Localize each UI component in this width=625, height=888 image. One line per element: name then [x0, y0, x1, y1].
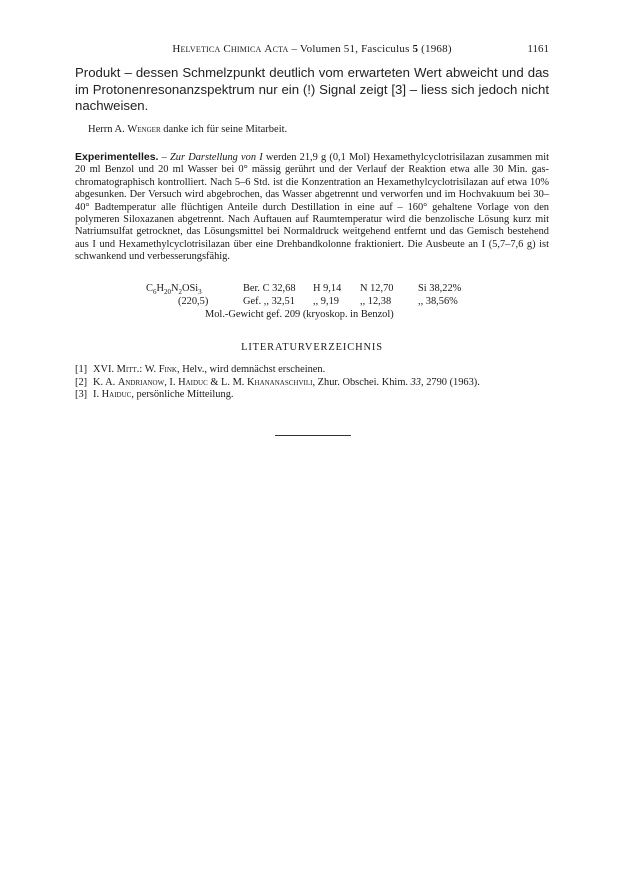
page-number: 1161 [527, 43, 549, 55]
ref-text: XVI. [93, 364, 117, 375]
ref-text: I. [93, 389, 102, 401]
formula-sub-n: 2 [178, 288, 182, 297]
formula-c: C [146, 283, 153, 294]
ref-author: Fink [158, 364, 177, 375]
experimental-text: werden 21,9 g (0,1 Mol) Hexamethylcyclotrisilazan zusammen mit 20 ml Benzol und 20 ml Wasser bei 0° mässig gerührt und der Verlauf der Reaktion etwa alle 30 Min. gas-chromatographisch kontrolliert. Nach 5–6 Std. ist die Konzentration an Hexamethylcyclotrisilazan auf etwa 10% abgesunken. Der Versuch wird abgebrochen, das Wasser abgetrennt und verworfen und im Hochvakuum bei 30–40° Badtemperatur alle flüchtigen Anteile durch Destillation in eine auf – 160° gehaltene Vorlage von den polymeren Siloxazanen abgetrennt. Nach Auftauen auf Raumtemperatur wird die benzolische Lösung kurz mit Natriumsulfat getrocknet, das Lösungsmittel bei Normaldruck weitgehend entfernt und das Gemisch bestehend aus I und Hexamethylcyclotrisilazan über eine Drehbandkolonne fraktioniert. Die Ausbeute an I (5,7–7,6 g) ist schwankend und verbesserungsfähig. [75, 152, 549, 263]
reference-number: [1] [75, 364, 88, 375]
reference-item [75, 364, 549, 377]
ref-text: , Zhur. Obschei. Khim. [312, 376, 411, 388]
journal-citation [75, 43, 549, 55]
reference-item [75, 389, 549, 402]
ref-text-sc: Mitt. [116, 364, 140, 375]
journal-name-3: Acta [264, 43, 289, 55]
molecular-weight: Mol.-Gewicht gef. 209 (kryoskop. in Benzol) [205, 309, 394, 320]
formula-n: N [170, 283, 179, 294]
gef-n: ,, 12,38 [360, 296, 392, 307]
ref-text: K. A. [93, 376, 118, 388]
ref-text: 2790 (1963). [423, 376, 480, 388]
ber-c: Ber. C 32,68 [243, 283, 296, 294]
experimental-italic-intro: Zur Darstellung von I [170, 152, 263, 163]
year: (1968) [421, 43, 452, 55]
ber-h: H 9,14 [313, 283, 342, 294]
volume-text: – Volumen 51, Fasciculus [291, 43, 410, 55]
ref-text: & L. M. [207, 376, 248, 388]
experimental-section [75, 151, 549, 264]
reference-item [75, 377, 549, 390]
fasciculus-number: 5 [412, 43, 419, 55]
molecular-formula [146, 283, 202, 296]
journal-name-2: Chimica [223, 43, 262, 55]
reference-number: [3] [75, 389, 88, 401]
ref-author: Khananaschvili [247, 376, 313, 388]
reference-list [75, 364, 549, 402]
journal-name-1: Helvetica [172, 43, 221, 55]
ack-name: Wenger [127, 124, 161, 135]
ref-text: , I. [164, 376, 179, 388]
ref-text: : W. [139, 364, 159, 375]
reference-number: [2] [75, 376, 88, 388]
lead-paragraph: Produkt – dessen Schmelzpunkt deutlich vom erwarteten Wert abweicht und das im Protonenresonanzspektrum nur ein (!) Signal zeigt [3] – liess sich jedoch nicht nachweisen. [75, 65, 549, 113]
ack-after: danke ich für seine Mitarbeit. [163, 124, 288, 135]
formula-sub-si: 3 [198, 288, 202, 297]
gef-c: Gef. ,, 32,51 [243, 296, 295, 307]
gef-h: ,, 9,19 [313, 296, 339, 307]
formula-h: H [156, 283, 164, 294]
ref-author: Haiduc [178, 376, 208, 388]
formula-sub-c: 6 [152, 288, 157, 297]
formula-osi: OSi [181, 283, 199, 294]
acknowledgement [88, 124, 548, 135]
ber-n: N 12,70 [360, 283, 394, 294]
literature-heading: LITERATURVERZEICHNIS [241, 342, 383, 353]
ref-text: , persönliche Mitteilung. [131, 389, 234, 401]
ref-volume: 33, [410, 376, 424, 388]
ref-author: Andrianow [117, 376, 165, 388]
molar-mass: (220,5) [178, 296, 209, 307]
formula-sub-h: 20 [163, 288, 171, 297]
ack-before: Herrn A. [88, 124, 125, 135]
ref-text: , Helv., wird demnächst erscheinen. [177, 364, 326, 375]
ref-author: Haiduc [101, 389, 132, 401]
experimental-heading: Experimentelles. [75, 151, 159, 163]
end-rule [275, 435, 351, 436]
experimental-dash: – [158, 152, 171, 163]
ber-si: Si 38,22% [418, 283, 462, 294]
gef-si: ,, 38,56% [418, 296, 458, 307]
